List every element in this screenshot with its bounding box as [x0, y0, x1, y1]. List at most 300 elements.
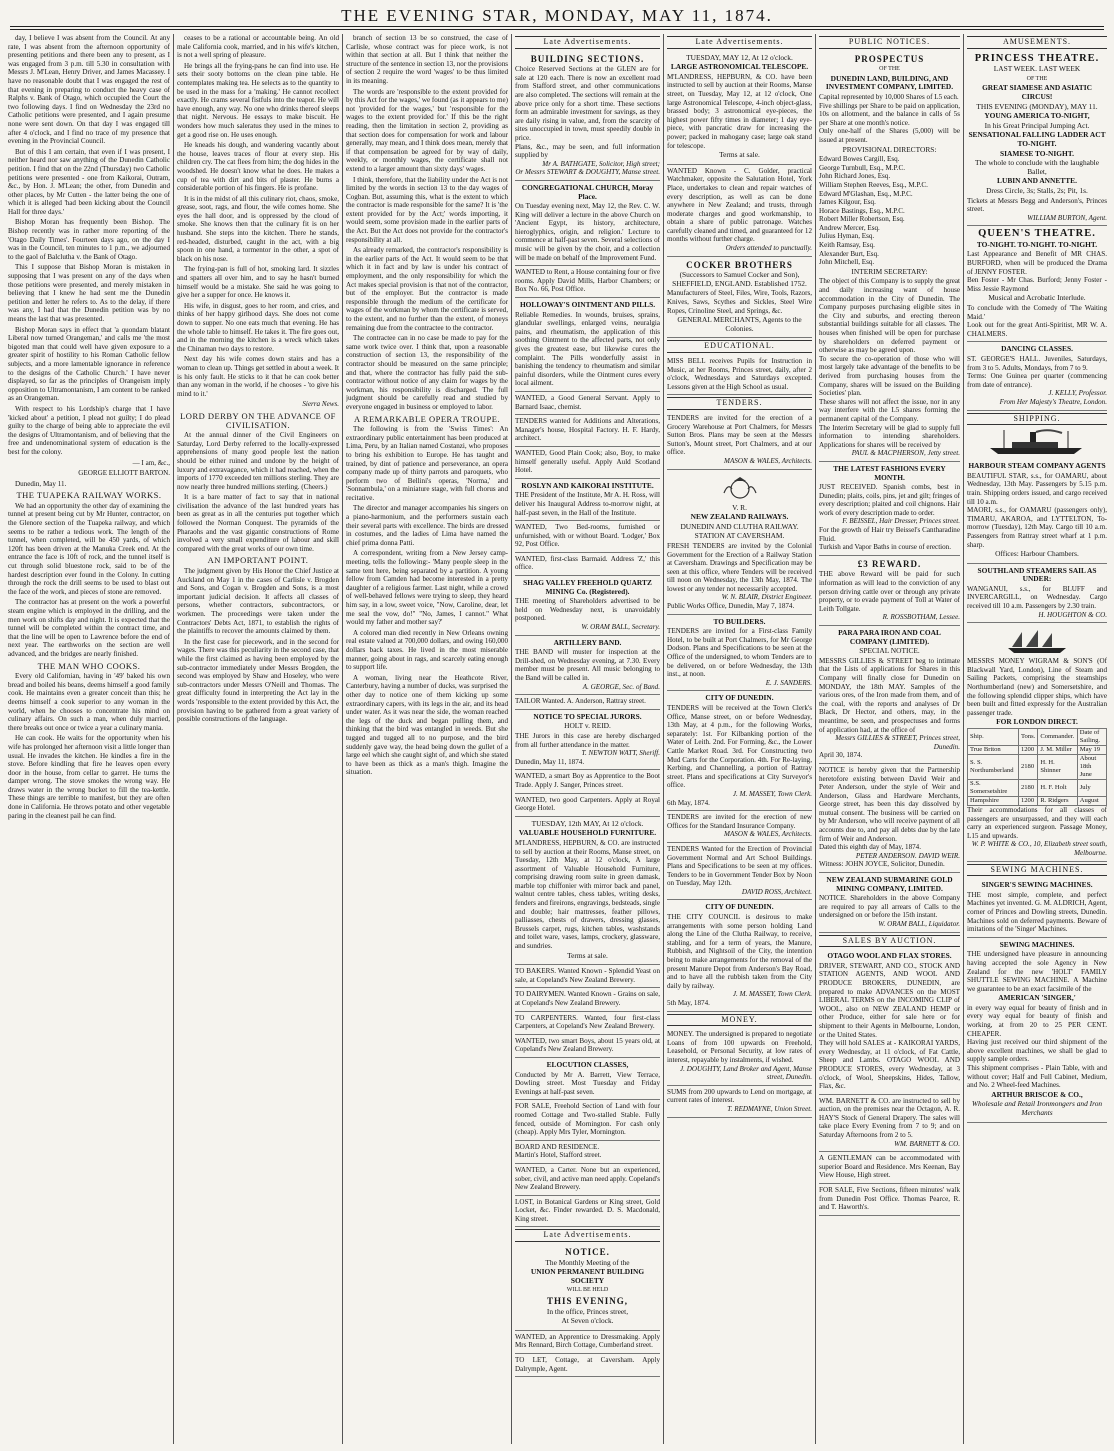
ad-partnership: [819, 764, 960, 873]
ad-signature: E. J. SANDERS.: [765, 678, 812, 687]
article-paragraph: The following is from the 'Swiss Times': An extraordinary public entertainment has been produced at Lima, Peru, by an Italian named Costanzi, who proposes to bring his exhibition to Europe. He has taught and trained, by dint of patience and perseverance, an opera company made up of thirty parrots and paroquets, who perform two of Bellini's operas, 'Norma,' and 'Sonnambula,' on a miniature stage, with full chorus and recitative.: [346, 425, 508, 502]
table-cell: H. H. Shinner: [1038, 755, 1077, 780]
ad-miss-bell: [667, 355, 812, 395]
ad-text: WANGANUI, s.s., for BLUFF and INVERCARGILL, on Wednesday. Cargo received till 10 a.m. Passengers by 2.30 train.: [967, 584, 1107, 611]
ad-city-council: [667, 900, 812, 1011]
ad-signature: H. HOUGHTON & CO.: [1038, 610, 1107, 619]
ad-elocution: [515, 1058, 660, 1100]
ad-text: THE most simple, complete, and perfect Machines yet invented. G. M. ALDRICH, Agent, corner of Princes and Dowling streets, Dunedin. Machines sold on deferred payments. Beware of imitations of the 'Singer' Machines.: [967, 890, 1107, 934]
letter-paragraph: Bishop Moran has frequently been Bishop. The Bishop recently was in rather more reporting of the 'Otago Daily Times'. Fourteen days ago, on the day I was in the Council, ten minutes to 1 p.m., we adjourned to the gaol of Balclutha v. the Bank of Otago.: [8, 218, 170, 261]
ad-heading: £3 REWARD.: [857, 558, 922, 569]
ad-text: On Tuesday evening next, May 12, the Rev. C. W. King will deliver a lecture in the above Church on 'Ancient Egypt, its history, architecture, hieroglyphics, origin, and religion.' Lecture to commence at half-past seven. Several selections of music will be given by the choir, and a collection will be made on behalf of the Improvement Fund.: [515, 202, 660, 262]
article-paragraph: The contractee can in no case be made to pay for the same work twice over. I think that, upon a reasonable construction of section 13, the responsibility of the contractor should be measured on the same principle; and that, where the contractor has fully paid the sub-contractor without notice of any claim for wages by the workman, his responsibility is discharged. The full judgment should be carefully read and studied by everyone engaged in business or employed to labor.: [346, 334, 508, 411]
article-source: Sierra News.: [302, 400, 339, 409]
ad-text: In his Great Principal Jumping Act.: [984, 120, 1090, 130]
ad-queens-theatre: [967, 226, 1107, 342]
ad-roslyn-institute: [515, 479, 660, 521]
ad-wanted: [515, 392, 660, 415]
table-cell: 2180: [1018, 780, 1037, 797]
ad-text: TENDERS are invited for a First-class Family Hotel, to be built at Port Chalmers, for Mr George Dodson. Plans and Specifications to be seen at the Office of the undersigned, to whom Tenders are to be delivered, on or before Wednesday, the 13th inst., at noon.: [667, 627, 812, 679]
ad-text: THIS EVENING (MONDAY), MAY 11.: [976, 101, 1098, 111]
ad-signature: GENERAL MERCHANTS, Agents to the Colonies.: [677, 315, 802, 333]
ad-text: TAILOR Wanted. A. Anderson, Rattray street.: [515, 697, 646, 706]
ad-bakers: [515, 965, 660, 988]
ad-text: The object of this Company is to supply the great and daily increasing want of house accommodation in the City of Dunedin. The Company purposes purchasing eligible sites in the City and suburbs, and erecting thereon substantial buildings suitable for all classes. The houses when finished will be open for purchase by shareholders on deferred payment or otherwise as may be agreed upon.: [819, 277, 960, 355]
article-paragraph: He kneads his dough, and wandering vacantly about the house, leaves traces of flour at every step. His children cry. The cat flees from him; the dog hides in the woodshed. He doesn't know what he does. He makes a cup of tea with dirt and bits of plaster. He burns a considerable portion of his fingers. He is profane.: [177, 141, 339, 193]
ad-heading: BOARD AND RESIDENCE.: [515, 1142, 600, 1151]
ad-signature: Or Messrs STEWART & DOUGHTY, Manse street.: [515, 168, 660, 177]
ad-heading: CITY OF DUNEDIN.: [705, 693, 774, 703]
director-name: John Richard Jones, Esq.: [819, 172, 891, 181]
ad-signature: W. ORAM BALL, Liquidator.: [878, 920, 960, 928]
ad-barnett: [819, 1095, 960, 1153]
royal-crest-icon: [720, 475, 760, 501]
article-heading: A REMARKABLE OPERA TROUPE.: [353, 413, 501, 424]
ad-text: in every way equal for beauty of finish and in every way equal for beauty of finish and working, at from 20 to 25 PER CENT. CHEAPER.: [967, 1003, 1107, 1038]
ad-heading: TO BUILDERS.: [713, 616, 766, 626]
ad-text: Look out for the great Anti-Spiritist, MR W. A. CHALMERS.: [967, 321, 1107, 338]
letter-paragraph: With respect to his Lordship's charge that I have 'kicked about' a petition, I plead not guilty; I do plead guilty to the charge of being able to appreciate the evil the designs of Ultramontanism, and of believing that the free and undenominational system of education is the best for the colony.: [8, 404, 170, 456]
ad-railways: [667, 470, 812, 615]
ad-subheading: HOLT v. REID.: [564, 721, 611, 731]
ad-text: TENDERS will be received at the Town Clerk's Office, Manse street, on or before Wednesday, 13th May, at 4 p.m., for the following Works, separately: 1st. For Kilbanking portion of the Water of Leith. 2nd. For Forming, &c., the Lower Cattle Market Road. 3rd. For Constructing two Mud Carts for the Corporation. 4th. For Re-laying, Kerbing, and Channelling, a portion of Rattray street. Plans and specifications at City Surveyor's office.: [667, 704, 812, 790]
ad-reward: [819, 556, 960, 626]
ad-text: TENDERS are invited for the erection of a Grocery Warehouse at Port Chalmers, for Messrs Sutton Bros. Plans may be seen at the Messrs Sutton's, Mount street, Port Chalmers, and at our office.: [667, 413, 812, 457]
section-band: TENDERS.: [667, 397, 812, 410]
table-cell: J. M. Miller: [1038, 746, 1077, 755]
column-3: [346, 34, 508, 1444]
ad-text: OF THE: [879, 66, 900, 73]
ad-text: The whole to conclude with the laughable Ballet,: [975, 158, 1099, 176]
ad-date: TUESDAY, MAY 12, At 12 o'clock.: [686, 52, 793, 62]
table-body: [968, 746, 1107, 806]
ad-text: WM. BARNETT & CO. are instructed to sell by auction, on the premises near the Octagon, A. R. HAY'S Stock of General Drapery. The sales will take place Every Evening from 7 to 9; and on Saturday Afternoons from 2 to 5.: [819, 1096, 960, 1140]
director-name: Alexander Burt, Esq.: [819, 249, 879, 258]
ad-text: At Seven o'clock.: [561, 1316, 614, 1326]
section-band: MONEY.: [667, 1014, 812, 1027]
article-paragraph: I think, therefore, that the liability under the Act is not limited by the words in section 13 to the day wages of Cogban. But, assuming this, what is the extent to which the contractor is made responsible for the same? It is 'the extent provided for by the Act;' words importing, it would seem, some provision made in the earlier parts of the Act. But the Act does not provide for the contractor's responsibility at all.: [346, 175, 508, 244]
ad-text: TO CARPENTERS. Wanted, four first-class Carpenters, at Copeland's New Zealand Brewery.: [515, 1013, 660, 1031]
ad-text: THE CITY COUNCIL is desirous to make arrangements with some person holding Land along the Line of the Clutha Railway, to receive, stabling, and for a term of years, the Manure, Rubbish, and Nightsoil of the City, the intention being to make arrangements for the removal of the present Manure Depot from Anderson's Bay Road, and to have all the rubbish taken from the City daily by railway.: [667, 913, 812, 990]
letter-signoff: — I am, &c.,: [132, 458, 170, 467]
table-cell: S. S. Northumberland: [968, 755, 1019, 780]
ad-text: WANTED to Rent, a House containing four or five rooms. Apply David Mills, Harbor Chambers; or Box No. 66, Post Office.: [515, 268, 660, 294]
ad-subheading: PROVISIONAL DIRECTORS:: [842, 144, 937, 154]
ad-text: THE BAND will muster for inspection at the Drill-shed, on Wednesday evening, at 7.30. Every member must be present. All music belonging to the Band will be called in.: [515, 648, 660, 682]
ad-to-let: [515, 1354, 660, 1377]
ad-company-name: DUNEDIN LAND, BUILDING, AND INVESTMENT COMPANY, LIMITED.: [825, 73, 954, 92]
article-paragraph: He brings all the frying-pans he can find into use. He sets their sooty bottoms on the clean pine table. He contemplates making tea. He selects as to the quantity to be used in the mass for a 'making.' He cannot recollect exactly. He crams several fistfuls into the teapot. He will have enough, any way. No one who drinks thereof sleeps that night. Nervous. He essays to make biscuit. He wonders how much saleratus they used in the mines to get a good rise on. He uses enough.: [177, 61, 339, 139]
article-paragraph: The frying-pan is full of hot, smoking lard. It sizzles and spatters all over him, and to say he hasn't burned himself would be a mistake. She said he was going to give her a supper for once. He knows it.: [177, 265, 339, 300]
ad-prospectus: [819, 51, 960, 462]
ad-signature: PETER ANDERSON. DAVID WEIR.: [855, 851, 960, 860]
ad-gentleman: [819, 1152, 960, 1184]
article-paragraph: As already remarked, the contractor's responsibility is in the earlier parts of the Act. It would seem to be that which it in fact and by law is under his contract of employment, and the only responsibility for which the Act makes special provision is that not of the contractor, but of the employer. But the contractor is made responsible through the medium of the certificate for wages of the workman by whom the certificate is served, to the extent, and no further than the extent, of moneys remaining due from the contractee to the contractor.: [346, 246, 508, 332]
ad-text: Ben Foster - Mr Chas. Burford; Jenny Foster - Miss Jessie Raymond: [967, 276, 1107, 293]
ad-tenders-warehouse: [667, 412, 812, 470]
ad-money-loans: [667, 1028, 812, 1086]
ad-text: WANTED, an Apprentice to Dressmaking. Apply Mrs Rennard, Birch Cottage, Cumberland street.: [515, 1332, 660, 1350]
ad-date: 6th May, 1874.: [667, 798, 710, 807]
table-cell: August: [1077, 797, 1106, 806]
ad-wanted: [515, 1331, 660, 1354]
ad-vr: V. R.: [732, 502, 747, 512]
ad-tailor: [515, 695, 660, 710]
article-paragraph: Every old Californian, having in '49' baked his own bread and boiled his beans, deems himself a good family cook. He maintains even a greater conceit than this; he deems himself a cook superior to any woman in the world, when he chooses to concentrate his mind on culinary affairs. On such a man, when duly married, there breaks out once or twice a year a culinary mania.: [8, 672, 170, 732]
article-paragraph: ceases to be a rational or accountable being. An old male California cook, married, and in his wife's kitchen, is not a well spring of pleasure.: [177, 34, 339, 60]
article-paragraph: branch of section 13 be so construed, the case of Carlisle, whose contract was for piece work, is not within that section at all. But I think that neither the structure of the sentence in section 13, nor the provisions of section 2 require the word 'wages' to be thus limited in its meaning.: [346, 34, 508, 85]
article-heading: LORD DERBY ON THE ADVANCE OF CIVILISATION.: [180, 410, 336, 430]
table-header-cell: Tons.: [1018, 729, 1037, 746]
ad-wanted: [515, 794, 660, 817]
ad-text: JUST RECEIVED. Spanish combs, best in Dunedin; plaits, coils, pins, jet and gilt; fringes of every description; plaited and coil chignons. Hair work of every description made to order.: [819, 483, 960, 517]
ad-terms: Terms at sale.: [719, 150, 760, 160]
ad-text: Witness: JOHN JOYCE, Solicitor, Dunedin.: [819, 860, 945, 869]
ad-signature: J. M. MASSEY, Town Clerk.: [732, 990, 812, 999]
ad-signature: F. BEISSEL, Hair Dresser, Princes street.: [842, 517, 960, 526]
ad-text: WANTED, a smart Boy as Apprentice to the Boot Trade. Apply J. Sanger, Princes street.: [515, 772, 660, 789]
table-cell: H. F. Holt: [1038, 780, 1077, 797]
section-band: Late Advertisements.: [667, 36, 812, 49]
ad-date: April 30, 1874.: [819, 751, 863, 760]
ad-wanted: [515, 770, 660, 793]
sailing-ship-icon: [1002, 628, 1072, 654]
ad-telescope: [667, 51, 812, 165]
ad-subheading: DUNEDIN AND CLUTHA RAILWAY.: [680, 521, 799, 531]
column-divider: [342, 34, 343, 1444]
ad-heading: PARA PARA IRON AND COAL COMPANY (LIMITED).: [838, 628, 941, 646]
ad-text: Having just received our third shipment of the above excellent machines, we shall be glad to supply sample orders.: [967, 1038, 1107, 1064]
column-divider: [963, 34, 964, 1444]
ad-text: Turkish and Vapor Baths in course of erection.: [819, 543, 952, 552]
column-1: [8, 34, 170, 1444]
ad-text: LOST, in Botanical Gardens or King street, Gold Locket, &c. Finder rewarded. D. S. Macdonald, King street.: [515, 1197, 660, 1223]
table-cell: May 19: [1077, 746, 1106, 755]
ad-text: WILL BE HELD: [566, 1287, 609, 1294]
ad-text: SIAMESE TO-NIGHT.: [1000, 148, 1074, 158]
article-paragraph: At the annual dinner of the Civil Engineers on Saturday, Lord Derby referred to the locally-expressed apprehensions of many good people lest the nation should be either ruined and undone by the height of luxury and extravagance, which it had reached, when the imports of 1770 exceeded ten millions sterling. They are now nearly three hundred millions sterling. (Cheers.): [177, 431, 339, 491]
ad-text: They will hold SALES at - KAIKORAI YARDS, every Wednesday, at 11 o'clock, of Fat Cattle, Sheep and Lambs. OTAGO WOOL AND PRODUCE STORES, every Wednesday, at 3 o'clock, of Wool, Sheepskins, Hides, Tallow, Flax, &c.: [819, 1039, 960, 1091]
ad-text: TENDERS Wanted for the Erection of Provincial Government Normal and Art School Buildings. Plans and Specifications to be seen at my offices. Tenders to be in Government Tender Box by Noon on Tuesday, May 12th.: [667, 844, 812, 888]
article-paragraph: We had an opportunity the other day of examining the tunnel at present being cut by Mr Hunter, contractor, on the Glenore section of the Tuapeka railway, and which seems to be rather a tedious work. The length of the tunnel, when completed, will be 450 yards, of which 120ft has been driven at the Manuka Creek end. At the entrance the face is 10ft of rock, and the tunnel itself is cut through solid bluestone rock, said to be of the hardest description ever found in the Colony. In cutting through the rock the drill seems to be used to blast out the face of the work, and pieces of stone are removed.: [8, 501, 170, 596]
directors-list: [819, 155, 960, 267]
column-divider: [663, 34, 664, 1444]
article-paragraph: The director and manager accompanies his singers on a piano-harmonium, and the performers sustain each their several parts with excellence. The birds are dressed in costumes, and the ladies of Lima have named the chief prima donna Patti.: [346, 504, 508, 547]
column-divider: [815, 34, 816, 1444]
ad-text: The Interim Secretary will be glad to supply full information to intending shareholders. Applications for shares will be received by: [819, 423, 960, 449]
ad-signature: T. REDMAYNE, Union Street.: [727, 1104, 812, 1113]
ad-text: TO-NIGHT. TO-NIGHT. TO-NIGHT.: [976, 239, 1098, 249]
director-name: Robert Miller Robertson, Esq.: [819, 215, 905, 224]
table-cell: 1200: [1018, 746, 1037, 755]
letter-date: Dunedin, May 11.: [15, 479, 67, 488]
ad-fashions: [819, 462, 960, 556]
ad-text: BEAUTIFUL STAR, s.s., for OAMARU, about Wednesday, 13th May. Passengers by 5.15 p.m. train. Shipping orders issued, and cargo received till 10 a.m.: [967, 471, 1107, 506]
ad-notice-union-society: [515, 1244, 660, 1331]
section-band: SHIPPING.: [967, 413, 1107, 426]
ad-text: YOUNG AMERICA TO-NIGHT,: [984, 111, 1090, 121]
ad-text: Plans, &c., may be seen, and full information supplied by: [515, 142, 660, 160]
section-band: EDUCATIONAL.: [667, 340, 812, 353]
director-name: George Turnbull, Esq., M.P.C.: [819, 163, 905, 172]
ad-board: [515, 1141, 660, 1164]
ad-wanted: [515, 1164, 660, 1196]
ad-wanted: [515, 266, 660, 298]
ad-holt-sewing: [967, 938, 1107, 1123]
ad-text: OF THE: [1026, 75, 1048, 82]
ad-text: THE undersigned have pleasure in announcing having accepted the sole Agency in New Zealand for the new 'HOLT' FAMILY SHUTTLE SEWING MACHINE. A Machine we guarantee to be an exact facsimile of the: [967, 950, 1107, 993]
ad-heading: QUEEN'S THEATRE.: [978, 228, 1096, 240]
ad-text: Choice Reserved Sections at the GLEN are for sale at 120 each. There is now an excellent road from Stafford street, and other communications are also completed. The sections will remain at the above price only for a short time. These sections form an admirable investment for savings, as they are daily rising in value, and, from the scarcity of sites unoccupied in town, must speedily double in price.: [515, 65, 660, 142]
director-name: Julius Hyman, Esq.: [819, 232, 875, 241]
table-row: [968, 780, 1107, 797]
letter-paragraph: This I suppose that Bishop Moran is mistaken in supposing that I was present on any of the days when those petitions were presented, and merely mistaken in believing that I knew he had sent me the Dunedin petition and letter he refers to. As to the delay, if there was any, I had that the Dunedin petition was by no means the last that was presented.: [8, 263, 170, 323]
ad-text: THE Jurors in this case are hereby discharged from all further attendance in the matter.: [515, 731, 660, 749]
ad-text: Martin's Hotel, Stafford street.: [515, 1151, 602, 1160]
ad-date: TUESDAY, 12th MAY, At 12 o'clock.: [531, 818, 644, 828]
ad-text: M'LANDRESS, HEPBURN, & CO. are instructed to sell by auction at their Rooms, Manse street, on Tuesday, 12th May, at 12 o'clock, A large assortment of Valuable Household Furniture, comprising drawing room suite in green damask, marble top chiffonier with mirror back and panel, walnut centre tables, chess tables, writing desks, fenders and fireirons, engravings, bedsteads, single and double; hair mattresses, feather pillows, palliasses, chests of drawers, dressing glasses, Brussels carpet, rugs, kitchen tables, washstands and toilet ware, vases, lamps, crockery, glassware, and sundries.: [515, 838, 660, 951]
ad-signature: ARTHUR BRISCOE & CO.,: [991, 1089, 1083, 1099]
ad-carpenters: [515, 1012, 660, 1035]
ad-note: Orders attended to punctually.: [725, 244, 812, 253]
ad-text: FOR SALE, Five Sections, fifteen minutes' walk from Dunedin Post Office. Thomas Pearce, R. and T. Haworth's.: [819, 1186, 960, 1212]
ad-building-sections: [515, 51, 660, 181]
ad-text: To secure the co-operation of those who will most largely take advantage of the benefits to be derived from purchasing houses from the Company, shares will be issued on the Building Societies' plan.: [819, 354, 960, 398]
table-cell: Hampshire: [968, 797, 1019, 806]
ad-tenders: [515, 415, 660, 447]
article-paragraph: The words are 'responsible to the extent provided for by this Act for the wages,' we found (as it appears to me) not 'provided for the wages,' but 'responsible for the wages to the extent provided for.' If this be the right reading, then the limitation in section 2, providing as that section does for compensation for work and labour generally, may mean, and I think does mean, merely that if that compensation be agreed for by way of daily, weekly, or monthly wages, the certificate shall not extend to a larger amount than sixty days' wages.: [346, 87, 508, 173]
ad-watchmaker: [667, 165, 812, 257]
ad-text: THE above Reward will be paid for such information as will lead to the conviction of any person driving cattle over or through any private property, or to evade payment of Toll at Water of Leith Tollgate.: [819, 570, 960, 613]
ad-heading: PRINCESS THEATRE.: [974, 52, 1100, 64]
table-header-cell: Ship.: [968, 729, 1019, 746]
ad-mortgage: [667, 1086, 812, 1118]
article-paragraph: A correspondent, writing from a New Jersey camp-meeting, tells the following:- 'Many people sleep in the same tent here, being separated by a partition. A young fellow from Camden had become interested in a pretty daughter of a religious farmer. Last night, while a crowd of well-behaved fellows were trying to sleep, they heard him say, in a low, sweet voice, "Now, Caroline, dear, let me seal the vow, do!" "No, James, I cannot." What would my father and mother say?': [346, 549, 508, 627]
ad-heading: SOUTHLAND STEAMERS SAIL AS UNDER:: [977, 565, 1097, 584]
ad-signature: A. GEORGE, Sec. of Band.: [582, 682, 660, 691]
ad-text: WANTED, two good Carpenters. Apply at Royal George Hotel.: [515, 795, 660, 813]
ad-text: WANTED, two smart Boys, about 15 years old, at Copeland's New Zealand Brewery.: [515, 1036, 660, 1054]
article-paragraph: A woman, living near the Heathcote River, Canterbury, having a number of ducks, was surprised the other day to notice one of them kicking up some extraordinary capers, with its legs in the air, and its head under water. As it was near the side, the woman reached the legs of the duck and began pulling them, and thinking that the bird was entangled in weeds. But she tugged and tugged all to no purpose, and the bird suddenly gave way, the head being down the gullet of a large eel which she caught sight of, and which she stated to have been as thick as a man's thigh. Imagine the situation.: [346, 673, 508, 777]
ad-text: SUMS from 200 upwards to Lend on mortgage, at current rates of interest.: [667, 1087, 812, 1105]
ad-signature: Wholesale and Retail Ironmongers and Iron Merchants: [971, 1099, 1103, 1117]
ad-southland-steamers: [967, 564, 1107, 624]
ad-text: FRESH TENDERS are invited by the Colonial Government for the Erection of a Railway Station at Caversham. Drawings and Specification may be seen at this office, where Tenders will be received till noon on Wednesday, the 13th May, 1874. The lowest or any tender not necessarily accepted.: [667, 541, 812, 593]
ad-text: Terms: One Guinea per quarter (commencing from date of entrance).: [967, 372, 1107, 389]
ad-signature: MASON & WALES, Architects.: [724, 830, 812, 839]
column-divider: [173, 34, 174, 1444]
ad-text: NOTICE is hereby given that the Partnership heretofore existing between David Weir and Peter Anderson, under the style of Weir and Anderson, Glass and Hardware Merchants, George street, has been this day dissolved by mutual consent. The business will be carried on by Mr Anderson, who will receive payment of all accounts due to, and pay all debts due by the late firm of Weir and Anderson.: [819, 765, 960, 843]
ad-heading: LARGE ASTRONOMICAL TELESCOPE.: [670, 62, 809, 72]
section-band: SALES BY AUCTION.: [819, 935, 960, 948]
ad-text: Capital represented by 10,000 Shares of L5 each.: [819, 92, 959, 101]
ad-text: MONEY. The undersigned is prepared to negotiate Loans of from 100 upwards on Freehold, Leasehold, or Personal Security, at low rates of interest, repayable by instalments, if wished.: [667, 1030, 812, 1064]
ad-text: A GENTLEMAN can be accommodated with superior Board and Residence. Mrs Keenan, Bay View House, High street.: [819, 1154, 960, 1180]
column-4-late-ads: [515, 34, 660, 1444]
ad-furniture-auction: [515, 817, 660, 966]
ad-signature: W. P. WHITE & CO., 10, Elizabeth street south, Melbourne.: [971, 840, 1107, 857]
ad-signature: T. NEWTON WATT, Sheriff.: [581, 749, 660, 758]
article-paragraph: It is in the midst of all this culinary riot, chaos, smoke, grease, soot, rags, and flour, the wife comes home. She eyes the hall door, and is oppressed by the cloud of smoke. She knows then that the culinary fit is on her husband. She steps into the kitchen. There he stands, red-headed, disturbed, caught in the act, with a big spoon in one hand, a tormentor in the other, a spot of black on his nose.: [177, 194, 339, 263]
ad-text: WANTED, a Good General Servant. Apply to Barnard Isaac, chemist.: [515, 393, 660, 411]
ad-city-tenders: [667, 691, 812, 811]
masthead-rule: [10, 26, 1104, 30]
ad-text: Manufacturers of Steel, Files, Wire, Tools, Razors, Knives, Saws, Scythes and Sickles, Steel Wire Ropes, Crinoline Steel, and Springs, &c.: [667, 289, 812, 315]
table-cell: About 18th June: [1077, 755, 1106, 780]
table-header-cell: Date of Sailing.: [1077, 729, 1106, 746]
ad-singer: [967, 878, 1107, 938]
ad-text: WANTED, a Carter. None but an experienced, sober, civil, and active man need apply. Copeland's New Zealand Brewery.: [515, 1165, 660, 1192]
ad-date: Public Works Office, Dunedin, May 7, 1874.: [667, 602, 795, 611]
column-2: [177, 34, 339, 1444]
steamship-icon: [982, 428, 1092, 456]
ad-heading: VALUABLE HOUSEHOLD FURNITURE.: [518, 828, 657, 838]
ad-text: TO DAIRYMEN. Wanted Known - Grains on sale, at Copeland's New Zealand Brewery.: [515, 990, 660, 1007]
ad-text: Tickets at Messrs Begg and Anderson's, Princes street.: [967, 196, 1107, 214]
article-paragraph: Next day his wife comes down stairs and has a woman to clean up. Things get settled in about a week. It is his only fault. He sticks to it that he can cook better than any woman in the world, if he chooses - 'to give his mind to it.': [177, 355, 339, 398]
ad-heading: OTAGO WOOL AND FLAX STORES.: [827, 951, 952, 961]
ad-text: LAST WEEK. LAST WEEK: [993, 64, 1081, 74]
ad-date: Dunedin, May 11, 1874.: [515, 757, 585, 766]
ad-normal-school: [667, 843, 812, 901]
letter-paragraph: day, I believe I was absent from the Council. At any rate, I was absent from the afternoon opportunity of presenting petitions and there been any to present, as I was engaged from 3 p.m. till 5.30 in consultation with Messrs J. M'Lean, Henry Driver, and James Macassey. I have no reasonable doubt that I was engaged the rest of that evening in preparing to conduct the heavy case of Ralphs v. Bank of Otago, which occupied the Court the two following days. I find on Wednesday the 23rd no Catholic petitions were presented, and I again presume none were sent down. On that day I was engaged till after 4 o'clock, and I find no trace of my presence that evening in the Provincial Council.: [8, 34, 170, 146]
ad-date: 5th May, 1874.: [667, 999, 710, 1007]
ad-text: Dress Circle, 3s; Stalls, 2s; Pit, 1s.: [986, 185, 1088, 195]
ad-wanted: [515, 1035, 660, 1058]
director-name: James Kilgour, Esq.: [819, 198, 876, 207]
ad-text: WANTED Known - C. Golder, practical Watchmaker, opposite the Salutation Hotel, York Place, undertakes to clean and repair watches of every description, as well as can be done anywhere in New Zealand; and trusts, through moderate charges and good workmanship, to obtain a share of public patronage. Watches carefully cleaned and timed, and guaranteed for 12 months without further charge.: [667, 166, 812, 244]
section-band: Late Advertisements.: [515, 1229, 660, 1242]
ad-date: Dated this eighth day of May, 1874.: [819, 843, 921, 852]
ad-text: LUBIN AND ANNETTE.: [997, 176, 1077, 186]
ad-signature: J. DOUGHTY, Land Broker and Agent, Manse street, Dunedin.: [680, 1064, 812, 1082]
ad-heading: CONGREGATIONAL CHURCH, Moray Place.: [521, 182, 654, 201]
column-5-late-ads: [667, 34, 812, 1444]
ad-text: M'LANDRESS, HEPBURN, & CO. have been instructed to sell by auction at their Rooms, Manse street, on Tuesday, May 12, at 12 o'clock, One large Astronomical Telescope, 4-inch object-glass, brassed body; 3 astronomical eye-pieces, the highest power fifty times in diameter; 1 day eye-piece, with pancratic draw for increasing the power; packed in mahogany case; large oak stand for telescope.: [667, 72, 812, 150]
section-band: AMUSEMENTS.: [967, 36, 1107, 49]
ad-signature: MASON & WALES, Architects.: [724, 456, 812, 465]
ad-special-jurors: [515, 710, 660, 771]
ad-signature: WM. BARNETT & CO.: [894, 1139, 960, 1148]
ad-heading: ARTILLERY BAND.: [553, 637, 622, 647]
ad-heading: ELOCUTION CLASSES,: [546, 1059, 629, 1069]
director-name: Horace Bastings, Esq., M.P.C.: [819, 206, 905, 215]
ad-text: MAORI, s.s., for OAMARU (passengers only), TIMARU, AKAROA, and LYTTELTON, To-morrow (Tuesday), 12th May. Cargo till 10 a.m. Passengers from Rattray street wharf at 1 p.m. sharp.: [967, 506, 1107, 549]
ad-text: THIS EVENING,: [546, 1296, 629, 1307]
ad-text: For the growth of Hair try Beissel's Cantharadine Fluid.: [819, 526, 960, 543]
letter-paragraph: Bishop Moran says in effect that 'a quondam blatant Liberal now turned Orangeman,' and calls me 'the most bigoted man that could well have given exposure to a greater spirit of hostility to his Roman Catholic fellow subjects, and a more lamentable ignorance in reference to the designs of the Catholic Church.' I have never displayed, so far as the principles of Orangeism imply opposition to Ultramontanism, I am content to be ranked as an Orangeman.: [8, 325, 170, 403]
article-heading: AN IMPORTANT POINT.: [207, 555, 309, 566]
ad-otago-wool: [819, 949, 960, 1095]
table-row: [968, 755, 1107, 780]
director-name: William Stephen Reeves, Esq., M.P.C.: [819, 180, 928, 189]
ad-text: WANTED, Two Bed-rooms, furnished or unfurnished, with or without Board. 'Lodger,' Box 92, Post Office.: [515, 523, 660, 549]
ad-heading: HARBOUR STEAM COMPANY AGENTS: [968, 461, 1106, 471]
ad-signature: J. KELLY, Professor.: [1048, 389, 1107, 398]
ad-text: SENSATIONAL FALLING LADDER ACT TO-NIGHT.: [968, 130, 1106, 148]
ad-text: MESSRS GILLIES & STREET beg to intimate that the Lists of applications for Shares in this Company will finally close for Dunedin on MONDAY, the 18th MAY. Samples of the various ores, of the Iron made from them, and of the coal, with the reports and analyses of Dr Black, Dr Hector, and others, may, in the meantime, be seen, and prospectuses and forms of application had, at the office of: [819, 656, 960, 734]
ad-text: FOR SALE, Freehold Section of Land with four roomed Cottage and Two-stalled Stable. Fully fenced, outside of Mornington. For cash only (cheap). Apply Mrs Tyler, Mornington.: [515, 1102, 660, 1137]
director-name: John Mitchell, Esq.: [819, 258, 875, 267]
ad-text: Offices: Harbour Chambers.: [995, 549, 1079, 559]
director-name: Edward Bowes Cargill, Esq.: [819, 155, 900, 164]
ad-to-builders: [667, 615, 812, 692]
letter-paragraph: But of this I am certain, that even if I was present, I neither heard nor saw anything of the Dunedin Catholic petition. I find that on the 22nd (Thursday) two Catholic petitions were presented - one from Kaikorai, Outram, &c., by Hon. J. M'Lean; the other, from Dunedin and other places, by Mr Cutten - the latter being the one of which it is alleged 'had been kicking about the Council Hall for three days.': [8, 147, 170, 216]
ad-heading: PROSPECTUS: [854, 53, 925, 64]
table-row: [968, 746, 1107, 755]
table-cell: R. Ridgers: [1038, 797, 1077, 806]
director-name: Edward M'Glashan, Esq., M.P.C.: [819, 189, 913, 198]
ad-text: TO LET, Cottage, at Caversham. Apply Dalrymple, Agent.: [515, 1356, 660, 1373]
ad-para-para: [819, 626, 960, 764]
column-6-public-notices: [819, 34, 960, 1444]
table-cell: July: [1077, 780, 1106, 797]
ad-text: NOTICE. Shareholders in the above Company are required to pay all arrears of Calls to the undersigned on or before the 15th instant.: [819, 894, 960, 920]
ad-heading: DANCING CLASSES.: [1001, 344, 1073, 354]
section-band: SEWING MACHINES.: [967, 864, 1107, 877]
ad-heading: NEW ZEALAND RAILWAYS.: [690, 512, 789, 522]
ad-text: DRIVER, STEWART, AND CO., STOCK AND STATION AGENTS, AND WOOL AND PRODUCE BROKERS, DUNEDIN, are prepared to make ADVANCES on the MOST LIBERAL TERMS on the INCOMING CLIP of WOOL, also on NEW ZEALAND HEMP or other Produce, either for sale here or for shipment to their Agents in Melbourne, London, or the United States.: [819, 961, 960, 1039]
ad-signature: From Her Majesty's Theatre, London.: [999, 397, 1107, 406]
table-cell: S.S. Somersetshire: [968, 780, 1019, 797]
article-paragraph: The contractor has at present on the work a powerful steam engine which is employed in the drilling, and the men work on shifts day and night. It is expected that the tunnel will be completed within the contract time, and that the line will be open to Lawrence before the end of next year. The earthworks on the section are well advanced, and the bridges are nearly finished.: [8, 598, 170, 658]
article-heading: THE TUAPEKA RAILWAY WORKS.: [16, 490, 162, 501]
ad-heading: CITY OF DUNEDIN.: [705, 902, 774, 912]
ad-heading: ROSLYN AND KAIKORAI INSTITUTE.: [521, 480, 654, 490]
article-paragraph: In the first case for piecework, and in the second for wages. There was this peculiarity in the second case, that while the first claimed as having been employed by the sub-contractor immediately under Messrs Brogden, the second was employed by Shaw and Hoseley, who were sub-contractors under Messrs O'Neill and Thomas. The great difficulty found in interpreting the Act lay in the words 'responsible to the extent provided by this Act, the provision having to be gathered from a great variety of possible constructions of the language.: [177, 637, 339, 724]
ad-text: WANTED, first-class Barmaid. Address 'Z,' this office.: [515, 554, 660, 572]
ad-text: The Monthly Meeting of the: [545, 1257, 630, 1267]
article-paragraph: His wife, in disgust, goes to her room, and cries, and thinks of her happy girlhood days. She does not come down to supper. No one eats much that evening. He has the whole table to himself. He takes it. The fire goes out, and in the morning the kitchen is a wreck which takes the Chinaman two days to restore.: [177, 301, 339, 353]
table-row: [968, 797, 1107, 806]
newspaper-masthead: THE EVENING STAR, MONDAY, MAY 11, 1874.: [341, 6, 773, 25]
ad-subheading: (Successors to Samuel Cocker and Son), SHEFFIELD, ENGLAND. Established 1752.: [672, 270, 807, 288]
letter-signature: GEORGE ELLIOTT BARTON.: [78, 469, 170, 478]
ad-text: GREAT SIAMESE AND ASIATIC CIRCUS!: [982, 83, 1092, 101]
table-cell: True Briton: [968, 746, 1019, 755]
article-paragraph: It is a bare matter of fact to say that in national civilisation the advance of the last hundred years has been as great as in all the centuries put together which followed the Norman Conquest. The pyramids of the Pharaohs and the vast gigantic constructions of Rome involved a very small expenditure of labour and skill compared with the great works of our own time.: [177, 493, 339, 553]
ad-signature: W. ORAM BALL, Secretary.: [581, 623, 660, 632]
ad-heading: NOTICE.: [565, 1247, 610, 1258]
ad-heading: BUILDING SECTIONS.: [530, 53, 645, 64]
ad-text: MESSRS MONEY WIGRAM & SON'S (Of Blackwall Yard, London), Line of Steam and Sailing Packets, comprising the steamships Northumberland (new) and Somersetshire, and the following splendid clipper ships, which have been built and fitted expressly for the Australian passenger trade.: [967, 657, 1107, 717]
ad-text: TENDERS are invited for the erection of new Offices for the Standard Insurance Company.: [667, 813, 812, 830]
ad-artillery-band: [515, 636, 660, 696]
section-band: PUBLIC NOTICES.: [819, 36, 960, 49]
ad-signature: Messrs GILLIES & STREET, Princes street, Dunedin.: [835, 734, 960, 751]
ad-for-sale: [515, 1100, 660, 1140]
ad-heading: NOTICE TO SPECIAL JURORS.: [533, 711, 642, 721]
table-cell: 2180: [1018, 755, 1037, 780]
ad-dancing-classes: [967, 342, 1107, 410]
ad-subheading: SPECIAL NOTICE.: [859, 646, 920, 656]
ad-signature: PAUL & MACPHERSON, Jetty street.: [851, 449, 960, 458]
ad-submarine-mining: [819, 873, 960, 933]
ad-signature: W. N. BLAIR, District Engineer.: [721, 593, 812, 602]
ad-signature: WILLIAM BURTON, Agent.: [1027, 213, 1107, 222]
section-band: Late Advertisements.: [515, 36, 660, 49]
ad-signature: R. ROSSBOTHAM, Lessee.: [882, 613, 960, 622]
ad-text: To conclude with the Comedy of 'The Waiting Maid.': [967, 304, 1107, 321]
ad-text: THE President of the Institute, Mr A. H. Ross, will deliver his Inaugural Address to-morrow night, at half-past seven, in the Hall of the Institute.: [515, 491, 660, 517]
ad-text: Last Appearance and Benefit of MR CHAS. BURFORD, when will be produced the Drama of JENNY FOSTER.: [967, 250, 1107, 276]
column-7-amusements: [967, 34, 1107, 1444]
ad-subheading: STATION AT CAVERSHAM.: [694, 531, 785, 541]
ad-wanted: [515, 553, 660, 576]
ad-wanted: [515, 521, 660, 553]
ad-text: TENDERS wanted for Additions and Alterations, Manager's house, Hospital Factory. H. F. Hardy, architect.: [515, 417, 660, 443]
ad-text: Only one-half of the Shares (5,000) will be issued at present.: [819, 127, 960, 144]
